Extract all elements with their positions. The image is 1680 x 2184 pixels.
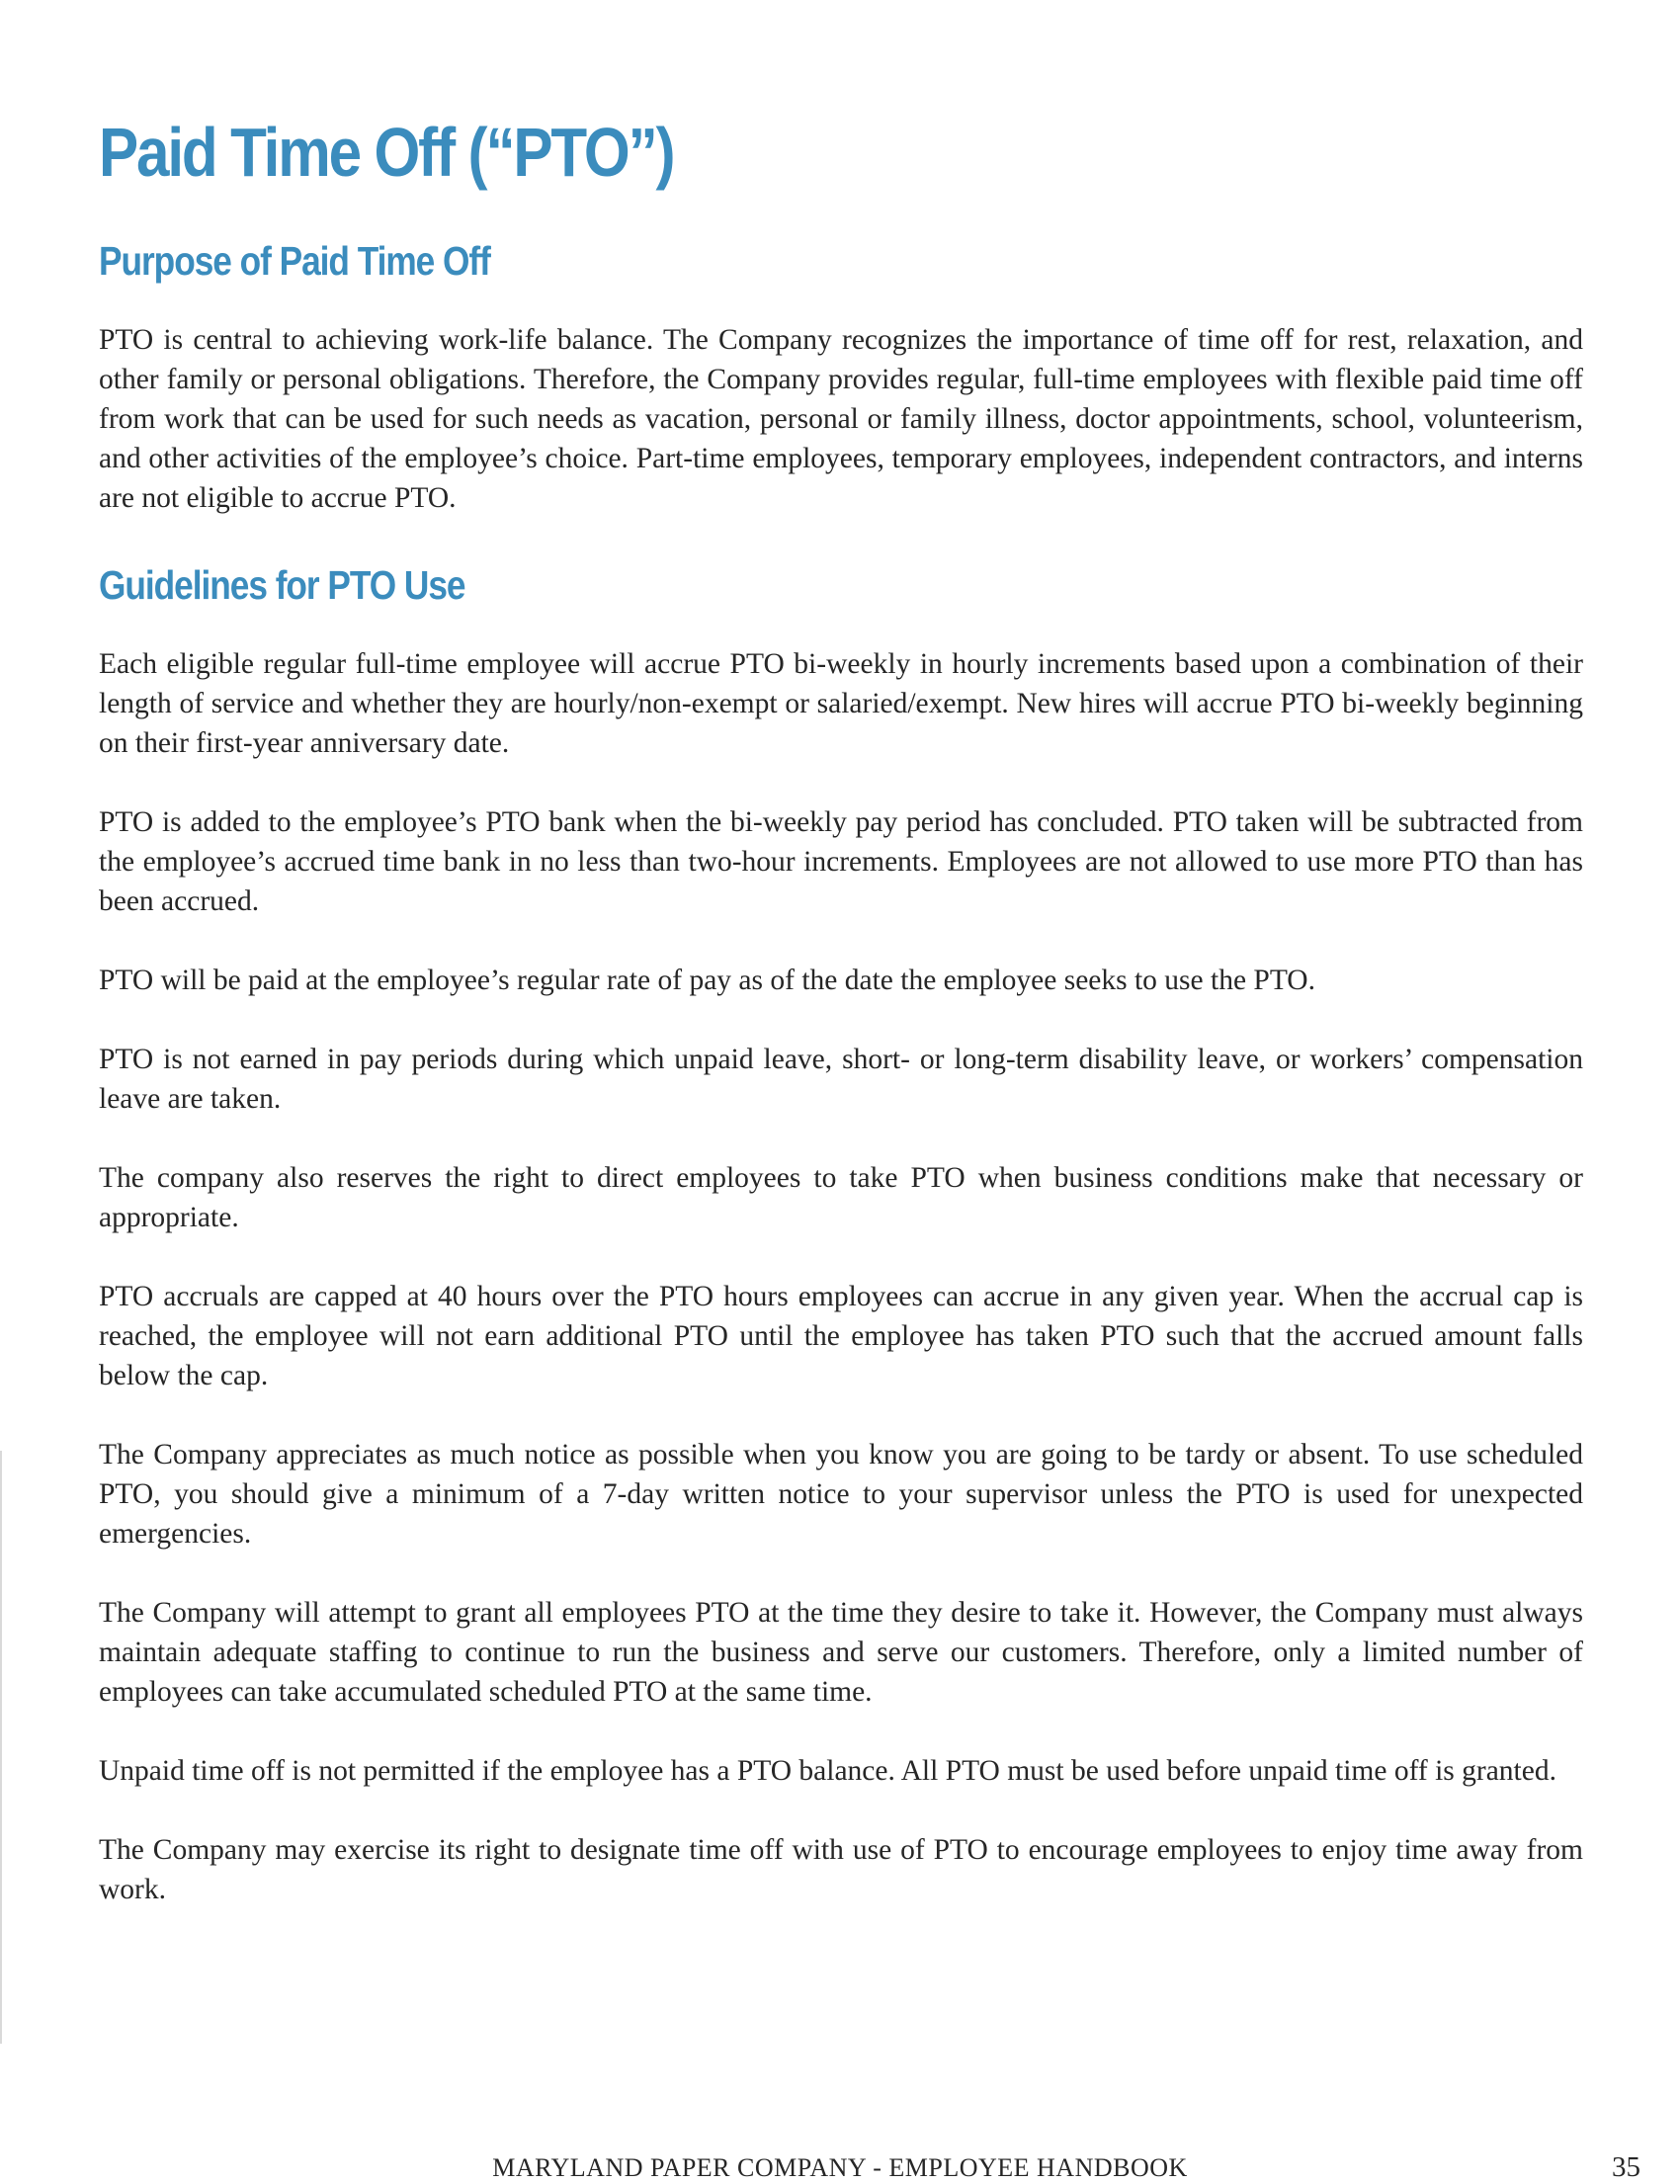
page-content [99,109,1583,1909]
paragraph: PTO is central to achieving work-life balance. The Company recognizes the importance of time off for rest, relaxation, and other family or personal obligations. Therefore, the Company provides regular, full-time employees with flexible paid time off from work that can be used for such needs as vacation, personal or family illness, doctor appointments, school, volunteerism, and other activities of the employee’s choice. Part-time employees, temporary employees, independent contractors, and interns are not eligible to accrue PTO. [99,324,1583,514]
paragraph: The Company will attempt to grant all employees PTO at the time they desire to take it. However, the Company must always maintain adequate staffing to continue to run the business and serve our customers. Therefore, only a limited number of employees can take accumulated scheduled PTO at the same time. [99,1597,1583,1708]
paragraph: The Company appreciates as much notice as possible when you know you are going to be tardy or absent. To use scheduled PTO, you should give a minimum of a 7-day written notice to your supervisor unless the PTO is used for unexpected emergencies. [99,1439,1583,1550]
section-heading-purpose: Purpose of Paid Time Off [99,238,490,284]
paragraph: PTO accruals are capped at 40 hours over the PTO hours employees can accrue in any given year. When the accrual cap is reached, the employee will not earn additional PTO until the employee has taken PTO such that the accrued amount falls below the cap. [99,1281,1583,1391]
paragraph: Each eligible regular full-time employee will accrue PTO bi-weekly in hourly increments based upon a combination of their length of service and whether they are hourly/non-exempt or salaried/exempt. New hires will accrue PTO bi-weekly beginning on their first-year anniversary date. [99,648,1583,759]
footer-text: MARYLAND PAPER COMPANY - EMPLOYEE HANDBOOK [492,2153,1188,2182]
paragraph: The Company may exercise its right to designate time off with use of PTO to encourage employees to enjoy time away from work. [99,1834,1583,1905]
paragraph: PTO is added to the employee’s PTO bank when the bi-weekly pay period has concluded. PTO taken will be subtracted from the employee’s accrued time bank in no less than two-hour increments. Employees are not allowed to use more PTO than has been accrued. [99,806,1583,917]
page-number: 35 [1612,2151,1640,2183]
paragraph: Unpaid time off is not permitted if the employee has a PTO balance. All PTO must be used before unpaid time off is granted. [99,1755,1556,1787]
paragraph: PTO is not earned in pay periods during which unpaid leave, short- or long-term disability leave, or workers’ compensation leave are taken. [99,1044,1583,1115]
paragraph: PTO will be paid at the employee’s regular rate of pay as of the date the employee seeks to use the PTO. [99,965,1315,996]
section-heading-guidelines: Guidelines for PTO Use [99,562,465,608]
paragraph: The company also reserves the right to direct employees to take PTO when business conditions make that necessary or appropriate. [99,1162,1583,1233]
page-title: Paid Time Off (“PTO”) [99,114,674,191]
left-margin-rule [0,1451,2,2044]
